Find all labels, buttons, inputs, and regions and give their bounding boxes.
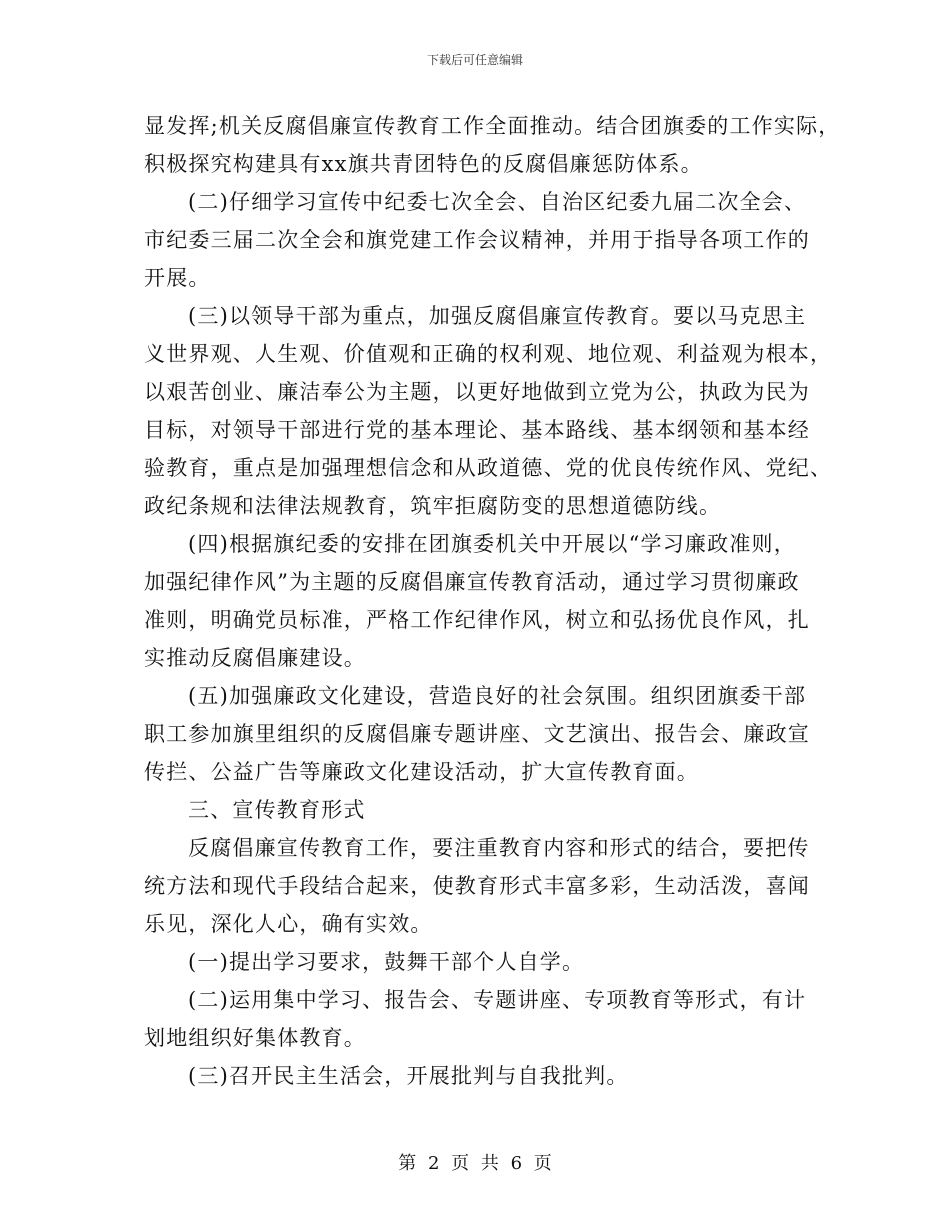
text-line: 加强纪律作风”为主题的反腐倡廉宣传教育活动，通过学习贯彻廉政 <box>144 570 800 594</box>
text-line: (一)提出学习要求，鼓舞干部个人自学。 <box>188 950 585 974</box>
text-line: (三)召开民主生活会，开展批判与自我批判。 <box>188 1064 629 1088</box>
text-line: (二)运用集中学习、报告会、专题讲座、专项教育等形式，有计 <box>188 988 807 1012</box>
text-line: 以艰苦创业、廉洁奉公为主题，以更好地做到立党为公，执政为民为 <box>144 380 810 404</box>
text-line: (二)仔细学习宣传中纪委七次全会、自治区纪委九届二次全会、 <box>188 190 807 214</box>
text-line: 开展。 <box>144 266 211 290</box>
text-line: 传拦、公益广告等廉政文化建设活动，扩大宣传教育面。 <box>144 760 699 784</box>
text-line: 统方法和现代手段结合起来，使教育形式丰富多彩，生动活泼，喜闻 <box>144 874 810 898</box>
text-line: 乐见，深化人心，确有实效。 <box>144 912 433 936</box>
document-body <box>144 107 841 1095</box>
text-line: 三、宣传教育形式 <box>188 798 366 822</box>
text-line: (五)加强廉政文化建设，营造良好的社会氛围。组织团旗委干部 <box>188 684 807 708</box>
text-line: 市纪委三届二次全会和旗党建工作会议精神，并用于指导各项工作的 <box>144 228 810 252</box>
page-footer: 第 2 页 共 6 页 <box>398 1153 552 1174</box>
text-line: 实推动反腐倡廉建设。 <box>144 646 366 670</box>
text-line: 验教育，重点是加强理想信念和从政道德、党的优良传统作风、党纪、 <box>144 456 833 480</box>
text-line: 义世界观、人生观、价值观和正确的权利观、地位观、利益观为根本， <box>144 342 833 366</box>
text-line: 政纪条规和法律法规教育，筑牢拒腐防变的思想道德防线。 <box>144 494 722 518</box>
text-line: 反腐倡廉宣传教育工作，要注重教育内容和形式的结合，要把传 <box>188 836 810 860</box>
text-line: (三)以领导干部为重点，加强反腐倡廉宣传教育。要以马克思主 <box>188 304 807 328</box>
text-line: (四)根据旗纪委的安排在团旗委机关中开展以“学习廉政准则， <box>188 532 796 556</box>
text-line: 划地组织好集体教育。 <box>144 1026 366 1050</box>
text-line: 积极探究构建具有xx旗共青团特色的反腐倡廉惩防体系。 <box>144 152 703 176</box>
text-line: 准则，明确党员标准，严格工作纪律作风，树立和弘扬优良作风，扎 <box>144 608 810 632</box>
text-line: 显发挥;机关反腐倡廉宣传教育工作全面推动。结合团旗委的工作实际， <box>144 114 841 138</box>
page-header: 下载后可任意编辑 <box>426 53 523 67</box>
text-line: 职工参加旗里组织的反腐倡廉专题讲座、文艺演出、报告会、廉政宣 <box>144 722 810 746</box>
text-line: 目标，对领导干部进行党的基本理论、基本路线、基本纲领和基本经 <box>144 418 810 442</box>
